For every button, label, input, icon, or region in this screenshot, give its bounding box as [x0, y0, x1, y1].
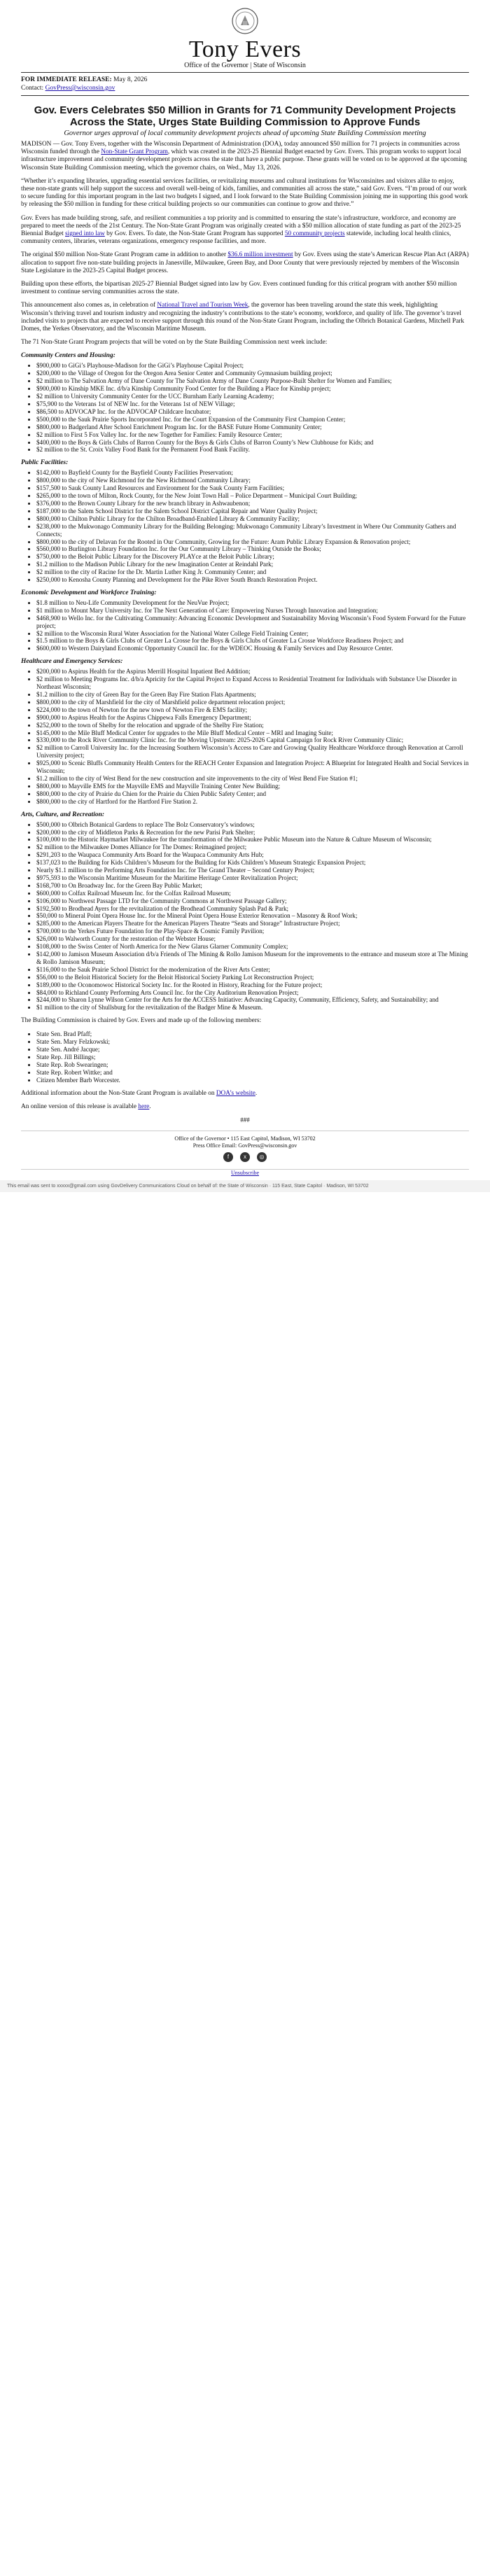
- section-heading: Arts, Culture, and Recreation:: [21, 811, 105, 818]
- signed-into-law-link[interactable]: signed into law: [65, 230, 105, 238]
- commission-member: • State Sen. Mary Felzkowski;: [36, 1038, 469, 1046]
- investment-link[interactable]: $36.6 million investment: [227, 251, 293, 259]
- commission-member: • State Rep. Jill Billings;: [36, 1054, 469, 1061]
- project-item: • $224,000 to the town of Newton for the new town of Newton Fire & EMS facility;: [36, 706, 469, 714]
- more-info-paragraph: Additional information about the Non-State Grant Program is available on DOA’s website.: [21, 1089, 258, 1097]
- press-release: [21, 0, 469, 1176]
- header: [21, 7, 469, 69]
- section-heading: Healthcare and Emergency Services:: [21, 658, 123, 666]
- project-item: • $750,000 to the Beloit Public Library for the Discovery PLAYce at the Beloit Public Library;: [36, 553, 469, 561]
- project-item: • $2 million to the city of Racine for the Dr. Martin Luther King Jr. Community Center; and: [36, 568, 469, 576]
- doa-website-link[interactable]: DOA’s website: [216, 1089, 255, 1097]
- unsubscribe-link[interactable]: Unsubscribe: [231, 1170, 259, 1177]
- project-item: • $600,000 to Colfax Railroad Museum Inc. for the Colfax Railroad Museum;: [36, 890, 469, 897]
- commission-member: • State Rep. Robert Wittke; and: [36, 1069, 469, 1077]
- project-item: • $265,000 to the town of Milton, Rock County, for the New Joint Town Hall – Police Department – Municipal Court Building;: [36, 492, 469, 500]
- project-item: • $2 million to Meeting Programs Inc. d/b/a Apricity for the Capital Project to Expand Access to Residential Treatment for Individuals with Substance Use Disorder in Northeast Wisconsin;: [36, 676, 469, 691]
- project-list: [21, 469, 469, 584]
- project-item: • $56,000 to the Beloit Historical Society for the Beloit Historical Society Parking Lot Reconstruction Project;: [36, 974, 469, 981]
- commission-member: • State Sen. André Jacque;: [36, 1046, 469, 1054]
- projects-intro: The 71 Non-State Grant Program projects that will be voted on by the State Building Commission next week include:: [21, 339, 328, 346]
- release-label: FOR IMMEDIATE RELEASE:: [21, 76, 112, 83]
- release-title: Gov. Evers Celebrates $50 Million in Grants for 71 Community Development Projects Across the State, Urges State Building Commission to Approve Funds: [34, 104, 456, 128]
- project-list: [21, 668, 469, 805]
- project-item: • $86,500 to ADVOCAP Inc. for the ADVOCAP Childcare Incubator;: [36, 408, 469, 416]
- project-item: • $800,000 to Chilton Public Library for the Chilton Broadband-Enabled Library & Community Facility;: [36, 515, 469, 523]
- social-links: [21, 1152, 469, 1162]
- intro-paragraph: MADISON — Gov. Tony Evers, together with the Wisconsin Department of Administration (DOA), today announced $50 million for 71 projects in communities across Wisconsin funded through the Non-State Grant Program, which was created in the 2023-25 Biennial Budget enacted by Gov. Evers. This program works to support local infrastructure improvement and community development projects across the state that have a public purpose. These grants will be voted on to be approved at the upcoming Wisconsin State Building Commission meeting, which the governor chairs, on Wed., May 13, 2026.: [21, 141, 467, 172]
- project-item: • $800,000 to the city of Prairie du Chien for the Prairie du Chien Public Safety Center; and: [36, 790, 469, 798]
- release-subtitle: Governor urges approval of local community development projects ahead of upcoming State Building Commission meeting: [64, 130, 426, 137]
- non-state-grant-link[interactable]: Non-State Grant Program: [101, 148, 168, 156]
- project-item: • $192,500 to Brodhead Ayers for the revitalization of the Brodhead Community Splash Pad & Park;: [36, 905, 469, 913]
- project-item: • $250,000 to Kenosha County Planning and Development for the Pike River South Branch Restoration Project.: [36, 576, 469, 584]
- project-item: • $84,000 to Richland County Performing Arts Council Inc. for the City Auditorium Renovation Project;: [36, 989, 469, 997]
- project-item: • $189,000 to the Oconomowoc Historical Society Inc. for the Rooted in History, Reaching for the Future project;: [36, 981, 469, 989]
- end-marker: ###: [240, 1116, 250, 1124]
- project-item: • $291,203 to the Waupaca Community Arts Board for the Waupaca Community Arts Hub;: [36, 851, 469, 859]
- project-item: • $2 million to the Wisconsin Rural Water Association for the National Water College Field Training Center;: [36, 630, 469, 638]
- project-item: • $2 million to the St. Croix Valley Food Bank for the Permanent Food Bank Facility.: [36, 446, 469, 454]
- instagram-icon[interactable]: ◎: [257, 1152, 267, 1162]
- project-item: • $330,000 to the Rock River Community Clinic Inc. for the Moving Upstream: 2025-2026 Capital Campaign for Rock River Community Clinic;: [36, 736, 469, 744]
- project-item: • $157,500 to Sauk County Land Resources and Environment for the Sauk County Farm Facilities;: [36, 484, 469, 492]
- project-item: • $900,000 to Kinship MKE Inc. d/b/a Kinship Community Food Center for the Building a Place for Kinship project;: [36, 385, 469, 393]
- project-item: • $200,000 to the Village of Oregon for the Oregon Area Senior Center and Community Gymnasium building project;: [36, 370, 469, 377]
- commission-member: • State Rep. Rob Swearingen;: [36, 1061, 469, 1069]
- office-line: Office of the Governor | State of Wisconsin: [184, 62, 306, 69]
- project-item: • $1.2 million to the city of West Bend for the new construction and site improvements to the city of West Bend Fire Station #1;: [36, 775, 469, 783]
- project-item: • $142,000 to Jamison Museum Association d/b/a Friends of The Mining & Rollo Jamison Museum for the improvements to the entrance and museum store at The Mining & Rollo Jamison Museum;: [36, 951, 469, 966]
- project-item: • $700,000 to the Yerkes Future Foundation for the Play-Space & Cosmic Family Pavilion;: [36, 927, 469, 935]
- project-item: • $600,000 to Western Dairyland Economic Opportunity Council Inc. for the WDEOC Housing & Family Services and Day Resource Center.: [36, 645, 469, 652]
- project-item: • $26,000 to Walworth County for the restoration of the Webster House;: [36, 935, 469, 943]
- footer-address: Office of the Governor • 115 East Capitol, Madison, WI 53702: [174, 1135, 316, 1142]
- project-item: • $900,000 to Aspirus Health for the Aspirus Chippewa Falls Emergency Department;: [36, 714, 469, 722]
- footer: [21, 1130, 469, 1170]
- project-item: • $187,000 to the Salem School District for the Salem School District Capital Repair and Water Quality Project;: [36, 507, 469, 515]
- project-item: • $142,000 to Bayfield County for the Bayfield County Facilities Preservation;: [36, 469, 469, 477]
- project-item: • $75,900 to the Veterans 1st of NEW Inc. for the Veterans 1st of NEW Village;: [36, 400, 469, 408]
- x-icon[interactable]: x: [240, 1152, 250, 1162]
- project-item: • $975,593 to the Wisconsin Maritime Museum for the Maritime Heritage Center Revitalization Project;: [36, 874, 469, 882]
- commission-members-list: [21, 1030, 469, 1084]
- project-item: • $200,000 to the city of Middleton Parks & Recreation for the new Parisi Park Shelter;: [36, 829, 469, 836]
- tourism-paragraph: This announcement also comes as, in celebration of National Travel and Tourism Week, the governor has been traveling around the state this week, highlighting Wisconsin’s thriving travel and tourism industry and recognizing the industry’s contributions to the state’s economy, workforce, and quality of life. The governor’s travel included visits to projects that are expected to receive support through this round of the Non-State Grant Program, including the Olbrich Botanical Gardens, Mitchell Park Domes, the Yerkes Observatory, and the Wisconsin Maritime Museum.: [21, 302, 465, 333]
- arpa-paragraph: The original $50 million Non-State Grant Program came in addition to another $36.6 million investment by Gov. Evers using the state’s American Rescue Plan Act (ARPA) allocation to support five non-state building projects in Janesville, Milwaukee, Green Bay, and Door County that were previously rejected by members of the Wisconsin State Legislature in the 2023-25 Capital Budget process.: [21, 251, 469, 274]
- contact-email-link[interactable]: GovPress@wisconsin.gov: [45, 85, 115, 92]
- state-seal-icon: [231, 7, 259, 35]
- section-heading: Economic Development and Workforce Training:: [21, 589, 157, 596]
- release-meta: [21, 76, 469, 92]
- project-list: [21, 362, 469, 454]
- project-item: • $50,000 to Mineral Point Opera House Inc. for the Mineral Point Opera House Exterior Renovation – Masonry & Roof Work;: [36, 912, 469, 920]
- project-item: • $468,900 to Wello Inc. for the Cultivating Community: Advancing Economic Development and Sustainability Moving Wisconsin’s Food System Forward for the Future project;: [36, 615, 469, 630]
- project-list: [21, 599, 469, 652]
- project-item: • $800,000 to Mayville EMS for the Mayville EMS and Mayville Training Center New Building;: [36, 783, 469, 790]
- project-item: • $168,700 to On Broadway Inc. for the Green Bay Public Market;: [36, 882, 469, 890]
- project-item: • $800,000 to the city of Hartford for the Hartford Fire Station 2.: [36, 798, 469, 806]
- project-item: • $1.2 million to the Madison Public Library for the new Imagination Center at Reindahl Park;: [36, 561, 469, 568]
- commission-intro: The Building Commission is chaired by Gov. Evers and made up of the following members:: [21, 1017, 262, 1025]
- project-item: • $106,000 to Northwest Passage LTD for the Community Commons at Northwest Passage Gallery;: [36, 897, 469, 905]
- commission-member: • State Sen. Brad Pfaff;: [36, 1030, 469, 1038]
- project-item: • $800,000 to the city of New Richmond for the New Richmond Community Library;: [36, 477, 469, 484]
- budget-paragraph: Building upon these efforts, the bipartisan 2025-27 Biennial Budget signed into law by Gov. Evers continued funding for this critical program with another $50 million investment to continue serving communities across the state.: [21, 281, 457, 296]
- release-date: May 8, 2026: [113, 76, 148, 83]
- project-item: • $1.8 million to Neu-Life Community Development for the NeuVue Project;: [36, 599, 469, 607]
- facebook-icon[interactable]: f: [223, 1152, 233, 1162]
- project-item: • $252,000 to the town of Shelby for the relocation and upgrade of the Shelby Fire Station;: [36, 722, 469, 729]
- delivery-notice: This email was sent to xxxxx@gmail.com using GovDelivery Communications Cloud on behalf of: the State of Wisconsin · 115 East, State Capitol · Madison, WI 53702: [0, 1180, 490, 1192]
- project-item: • $108,000 to the Swiss Center of North America for the New Glarus Glarner Community Complex;: [36, 943, 469, 951]
- project-item: • $1.2 million to the city of Green Bay for the Green Bay Fire Station Flats Apartments;: [36, 691, 469, 699]
- project-item: • $238,000 to the Mukwonago Community Library for the Building Belonging: Mukwonago Community Library’s Investment in Where Our Community Gathers and Connects;: [36, 523, 469, 538]
- project-sections: [21, 352, 469, 1011]
- online-version-link[interactable]: here: [138, 1103, 150, 1110]
- priority-paragraph: Gov. Evers has made building strong, safe, and resilient communities a top priority and is committed to ensuring the state’s infrastructure, workforce, and economy are prepared to meet the needs of the 21st Century. The Non-State Grant Program was originally created with a $50 million allocation of state funding as part of the 2023-25 Biennial Budget signed into law by Gov. Evers. To date, the Non-State Grant Program has supported 50 community projects statewide, including local health clinics, community centers, libraries, veterans organizations, emergency response facilities, and more.: [21, 214, 461, 246]
- project-item: • $2 million to First 5 Fox Valley Inc. for the new Together for Families: Family Resource Center;: [36, 431, 469, 439]
- project-list: [21, 821, 469, 1012]
- unsubscribe-row: [21, 1170, 469, 1176]
- project-item: • $1 million to Mount Mary University Inc. for The Next Generation of Care: Empowering Nurses Through Innovation and Integration;: [36, 607, 469, 615]
- project-item: • $1.5 million to the Boys & Girls Clubs of Greater La Crosse for the Boys & Girls Clubs of Greater La Crosse Workforce Readiness Project; and: [36, 637, 469, 645]
- project-item: • $200,000 to Aspirus Health for the Aspirus Merrill Hospital Inpatient Bed Addition;: [36, 668, 469, 676]
- project-item: • $800,000 to Badgerland After School Enrichment Program Inc. for the BASE Future Home Community Center;: [36, 424, 469, 431]
- project-item: • $1 million to the city of Shullsburg for the revitalization of the Badger Mine & Museum.: [36, 1004, 469, 1011]
- project-item: • $800,000 to the city of Delavan for the Rooted in Our Community, Growing for the Future: Aram Public Library Expansion & Renovation project;: [36, 538, 469, 546]
- project-item: • $2 million to Carroll University Inc. for the Increasing Southern Wisconsin’s Access to Care and Growing Quality Healthcare Workforce through Renovation at Carroll University project;: [36, 744, 469, 760]
- project-item: • $800,000 to the city of Marshfield for the city of Marshfield police department relocation project;: [36, 699, 469, 706]
- online-version-paragraph: An online version of this release is available here.: [21, 1103, 151, 1110]
- governor-name: Tony Evers: [188, 36, 302, 62]
- project-item: • $900,000 to GiGi’s Playhouse-Madison for the GiGi’s Playhouse Capital Project;: [36, 362, 469, 370]
- project-item: • $244,000 to Sharon Lynne Wilson Center for the Arts for the ACCESS Initiative: Advancing Capacity, Community, Efficiency, Safety, and Sustainability; and: [36, 996, 469, 1004]
- project-item: • $500,000 to Olbrich Botanical Gardens to replace The Bolz Conservatory’s windows;: [36, 821, 469, 829]
- project-item: • $500,000 to the Sauk Prairie Sports Incorporated Inc. for the Court Expansion of the Community First Champion Center;: [36, 416, 469, 424]
- project-item: • $137,023 to the Building for Kids Children’s Museum for the Building for Kids Children’s Museum Strategic Expansion Project;: [36, 859, 469, 867]
- project-item: • $376,000 to the Brown County Library for the new branch library in Ashwaubenon;: [36, 500, 469, 507]
- project-item: • $400,000 to the Boys & Girls Clubs of Barron County for the Boys & Girls Clubs of Barron County’s New Clubhouse for Kids; and: [36, 439, 469, 447]
- project-item: • $2 million to the Milwaukee Domes Alliance for The Domes: Reimagined project;: [36, 844, 469, 851]
- project-item: • $2 million to University Community Center for the UCC Burnham Early Learning Academy;: [36, 393, 469, 400]
- project-item: • $560,000 to Burlington Library Foundation Inc. for the Our Community Library – Thinking Outside the Books;: [36, 545, 469, 553]
- footer-email: Press Office Email: GovPress@wisconsin.gov: [192, 1142, 298, 1149]
- tourism-week-link[interactable]: National Travel and Tourism Week: [157, 302, 248, 309]
- project-item: • $116,000 to the Sauk Prairie School District for the modernization of the River Arts Center;: [36, 966, 469, 974]
- commission-member: • Citizen Member Barb Worcester.: [36, 1077, 469, 1084]
- community-projects-link[interactable]: 50 community projects: [284, 230, 345, 238]
- project-item: • $100,000 to the Historic Haymarket Milwaukee for the transformation of the Milwaukee Public Museum into the Nature & Culture Museum of Wisconsin;: [36, 836, 469, 844]
- project-item: • $285,000 to the American Players Theatre for the American Players Theatre “Seats and Storage” Infrastructure Project;: [36, 920, 469, 927]
- divider: [21, 72, 469, 73]
- governor-quote: “Whether it’s expanding libraries, upgrading essential services facilities, or revitalizing museums and cultural institutions for Wisconsinites and visitors alike to enjoy, these non-state grants will help support the success and overall well-being of kids, families, and communities all across the state,” said Gov. Evers. “I’m proud of our work to secure funding for this important program in the last two budgets I signed, and I look forward to the State Building Commission joining me in supporting this good work by releasing the $50 million in funding for these critical building projects so our communities can continue to grow and thrive.”: [21, 177, 468, 209]
- divider: [21, 95, 469, 96]
- project-item: • Nearly $1.1 million to the Performing Arts Foundation Inc. for The Grand Theater – Second Century Project;: [36, 867, 469, 874]
- project-item: • $145,000 to the Mile Bluff Medical Center for upgrades to the Mile Bluff Medical Center – MRI and Imaging Suite;: [36, 729, 469, 737]
- contact-label: Contact:: [21, 85, 44, 92]
- project-item: • $2 million to The Salvation Army of Dane County for The Salvation Army of Dane County Purpose-Built Shelter for Women and Families;: [36, 377, 469, 385]
- project-item: • $925,000 to Scenic Bluffs Community Health Centers for the REACH Center Expansion and Integration Project: A Blueprint for Integrated Health and Social Services in Wisconsin;: [36, 760, 469, 775]
- section-heading: Community Centers and Housing:: [21, 352, 115, 360]
- section-heading: Public Facilities:: [21, 459, 69, 467]
